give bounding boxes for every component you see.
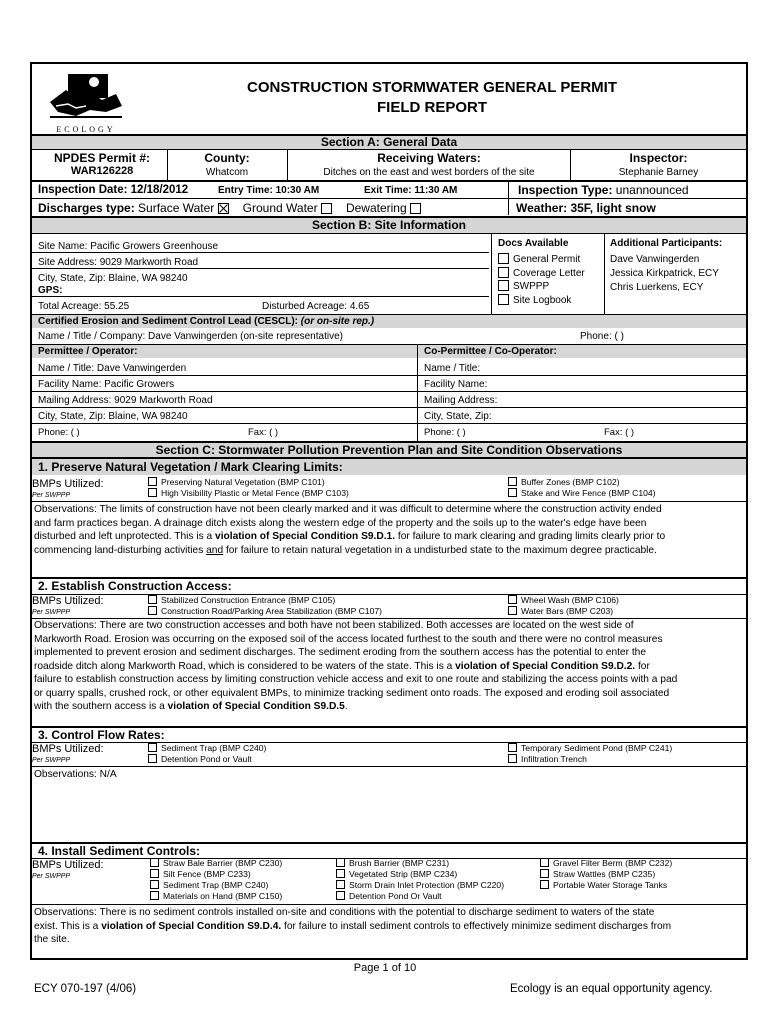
doc-general-permit: General Permit [498,253,585,267]
co-fax: Fax: ( ) [604,427,635,438]
title-line-1: CONSTRUCTION STORMWATER GENERAL PERMIT [246,79,617,96]
bmp-label: Storm Drain Inlet Protection (BMP C220) [349,880,505,890]
section-b-title: Section B: Site Information [32,216,746,234]
inspection-type-label: Inspection Type: [518,183,613,197]
bmp-checkbox[interactable] [148,606,157,615]
bmp-checkbox[interactable] [508,488,517,497]
ground-water-checkbox[interactable] [321,203,332,214]
bmp-checkbox[interactable] [540,869,549,878]
permittee-phone: Phone: ( ) [38,427,80,438]
form-number: ECY 070-197 (4/06) [34,983,137,995]
doc-coverage-letter: Coverage Letter [498,267,585,281]
item-3-heading: 3. Control Flow Rates: [38,728,165,742]
per-swppp: Per SWPPP [32,873,71,880]
item-1-heading: 1. Preserve Natural Vegetation / Mark Clearing Limits: [32,458,746,475]
item-4-bmps-col3 [540,858,672,891]
permittee-bar [32,344,746,358]
discharges-row [38,201,425,215]
per-swppp: Per SWPPP [32,492,71,499]
item-2-bmps-right [508,595,619,617]
bmp-checkbox[interactable] [508,743,517,752]
county-label: County: [204,151,250,165]
npdes-value: WAR126228 [70,165,134,177]
bmps-label: BMPs Utilized: [32,859,104,871]
cescl-name: Name / Title / Company: Dave Vanwingerden (on-site representative) [38,331,343,342]
item-1-bmps-left [148,477,349,499]
bmp-label: Sediment Trap (BMP C240) [161,743,267,753]
surface-water-checkbox[interactable] [218,203,229,214]
item-4-bmps-col2 [336,858,504,902]
participants-title: Additional Participants: [610,238,723,249]
bmp-label: Wheel Wash (BMP C106) [521,595,619,605]
bmp-checkbox[interactable] [336,891,345,900]
doc-site-logbook: Site Logbook [498,294,585,308]
site-address: Site Address: 9029 Markworth Road [38,257,199,268]
item-3-observations: Observations: N/A [34,769,117,780]
inspection-type-value: unannounced [615,183,689,197]
item-1-bmps-right [508,477,656,499]
bmp-label: Construction Road/Parking Area Stabilization (BMP C107) [161,606,383,616]
weather: Weather: 35F, light snow [516,201,656,215]
per-swppp: Per SWPPP [32,609,71,616]
permittee-city: City, State, Zip: Blaine, WA 98240 [38,411,188,422]
equal-opportunity: Ecology is an equal opportunity agency. [510,983,713,995]
bmp-checkbox[interactable] [336,858,345,867]
bmp-label: Materials on Hand (BMP C150) [163,891,283,901]
per-swppp: Per SWPPP [32,757,71,764]
bmp-label: Vegetated Strip (BMP C234) [349,869,458,879]
co-name: Name / Title: [424,363,481,374]
co-facility: Facility Name: [424,379,488,390]
bmp-label: Stake and Wire Fence (BMP C104) [521,488,656,498]
bmp-checkbox[interactable] [540,858,549,867]
bmp-label: Straw Bale Barrier (BMP C230) [163,858,283,868]
bmp-checkbox[interactable] [150,858,159,867]
bmp-label: Portable Water Storage Tanks [553,880,668,890]
logo-text: ECOLOGY [56,125,116,134]
bmp-checkbox[interactable] [336,869,345,878]
permittee-title: Permittee / Operator: [38,346,138,357]
doc-checkbox[interactable] [498,280,509,291]
page-title [192,78,672,118]
bmp-label: Gravel Filter Berm (BMP C232) [553,858,673,868]
bmp-label: Straw Wattles (BMP C235) [553,869,656,879]
bmp-label: Sediment Trap (BMP C240) [163,880,269,890]
bmp-label: Buffer Zones (BMP C102) [521,477,620,487]
site-gps: GPS: [38,285,63,296]
surface-water-label: Surface Water [138,201,215,215]
bmp-checkbox[interactable] [508,754,517,763]
item-2-bmps-left [148,595,382,617]
participant: Dave Vanwingerden [610,254,700,265]
bmp-checkbox[interactable] [540,880,549,889]
disturbed-acreage: Disturbed Acreage: 4.65 [262,301,370,312]
docs-list [498,253,585,307]
item-2-observations: Observations: There are two construction accesses and both have not been stabilized. Both accesses are located on the west side of Markworth Road. Erosion was occurring on the exposed soil of the access located furthest to the south and there were no control measures implemented to prevent erosion and sediment discharges. The sediment eroding from the southern access has the potential to enter the roadside ditch along Markworth Road, which is considered to be waters of the state. This is a violation of Special Condition S9.D.2. for failure to establish construction access by limiting construction vehicle access and exit to one route and stabilizing the access points with a pad or quarry spalls, crushed rock, or other equivalent BMPs, to minimize tracking sediment onto roads. The exposed and eroding soil associated with the southern access is a violation of Special Condition S9.D.5. [34,620,678,712]
bmps-label: BMPs Utilized: [32,478,104,490]
bmp-checkbox[interactable] [148,595,157,604]
npdes-label: NPDES Permit #: [53,151,151,165]
bmp-checkbox[interactable] [150,869,159,878]
item-3-bmps-left [148,743,266,765]
inspection-date: Inspection Date: 12/18/2012 [38,184,189,196]
permittee-name: Name / Title: Dave Vanwingerden [38,363,187,374]
bmp-label: Infiltration Trench [521,754,587,764]
bmp-checkbox[interactable] [148,488,157,497]
ground-water-label: Ground Water [242,201,318,215]
item-4-bmps-col1 [150,858,282,902]
bmp-checkbox[interactable] [148,743,157,752]
total-acreage: Total Acreage: 55.25 [38,301,130,312]
bmps-label: BMPs Utilized: [32,743,104,755]
exit-time: Exit Time: 11:30 AM [364,185,458,196]
section-c-title: Section C: Stormwater Pollution Prevention Plan and Site Condition Observations [32,441,746,458]
dewatering-label: Dewatering [345,201,407,215]
cescl-title: Certified Erosion and Sediment Control Lead (CESCL): (or on-site rep.) [32,314,746,328]
ecology-logo [46,72,126,134]
bmps-label: BMPs Utilized: [32,595,104,607]
dewatering-checkbox[interactable] [410,203,421,214]
bmp-checkbox[interactable] [150,891,159,900]
bmp-label: Stabilized Construction Entrance (BMP C105) [161,595,336,605]
bmp-label: Temporary Sediment Pond (BMP C241) [521,743,673,753]
discharges-label: Discharges type: [38,201,135,215]
inspector-value: Stephanie Barney [618,167,699,178]
inspection-type [518,183,689,197]
bmp-checkbox[interactable] [508,595,517,604]
doc-swppp: SWPPP [498,280,585,294]
doc-checkbox[interactable] [498,267,509,278]
bmp-checkbox[interactable] [148,477,157,486]
doc-checkbox[interactable] [498,253,509,264]
receiving-waters-label: Receiving Waters: [377,151,481,165]
bmp-label: Silt Fence (BMP C233) [163,869,251,879]
item-1-observations: Observations: The limits of construction have not been clearly marked and it was difficult to determine where the construction activity ended and farm practices began. A drainage ditch exists along the western edge of the property and the soils up to the water's edge have been disturbed and left unprotected. This is a violation of Special Condition S9.D.1. for failure to mark clearing and grading limits clearly prior to commencing land-disturbing activities and for failure to retain natural vegetation in a undisturbed state to the maximum degree practicable. [34,504,666,556]
bmp-label: Brush Barrier (BMP C231) [349,858,450,868]
bmp-checkbox[interactable] [508,477,517,486]
permittee-fax: Fax: ( ) [248,427,279,438]
bmp-label: High Visibility Plastic or Metal Fence (BMP C103) [161,488,349,498]
page-number: Page 1 of 10 [353,962,417,974]
site-name: Site Name: Pacific Growers Greenhouse [38,241,219,252]
bmp-label: Preserving Natural Vegetation (BMP C101) [161,477,325,487]
site-city: City, State, Zip: Blaine, WA 98240 [38,273,188,284]
participants-list [610,253,719,295]
entry-time: Entry Time: 10:30 AM [218,185,320,196]
section-a-title: Section A: General Data [32,134,746,150]
bmp-label: Detention Pond or Vault [161,754,252,764]
receiving-waters-value: Ditches on the east and west borders of the site [323,167,535,178]
bmp-checkbox[interactable] [150,880,159,889]
item-4-heading: 4. Install Sediment Controls: [38,844,201,858]
participant: Chris Luerkens, ECY [610,282,704,293]
ecology-logo-graphic [46,72,126,134]
bmp-label: Detention Pond Or Vault [349,891,442,901]
county-value: Whatcom [205,167,249,178]
co-city: City, State, Zip: [424,411,492,422]
inspector-label: Inspector: [629,151,688,165]
item-2-heading: 2. Establish Construction Access: [38,579,232,593]
permittee-mailing: Mailing Address: 9029 Markworth Road [38,395,213,406]
bmp-checkbox[interactable] [148,754,157,763]
report-frame [30,62,748,960]
doc-checkbox[interactable] [498,294,509,305]
bmp-label: Water Bars (BMP C203) [521,606,614,616]
bmp-checkbox[interactable] [508,606,517,615]
item-3-bmps-right [508,743,672,765]
title-line-2: FIELD REPORT [376,99,487,116]
docs-title: Docs Available [498,238,569,249]
co-phone: Phone: ( ) [424,427,466,438]
co-permittee-title: Co-Permittee / Co-Operator: [424,346,557,357]
cescl-phone: Phone: ( ) [580,331,624,342]
bmp-checkbox[interactable] [336,880,345,889]
permittee-facility: Facility Name: Pacific Growers [38,379,175,390]
item-4-observations: Observations: There is no sediment controls installed on-site and conditions with the potential to discharge sediment to waters of the state exist. This is a violation of Special Condition S9.D.4. for failure to install sediment controls to effectively minimize sediment discharges from the site. [34,907,672,945]
participant: Jessica Kirkpatrick, ECY [610,268,719,279]
co-mailing: Mailing Address: [424,395,498,406]
